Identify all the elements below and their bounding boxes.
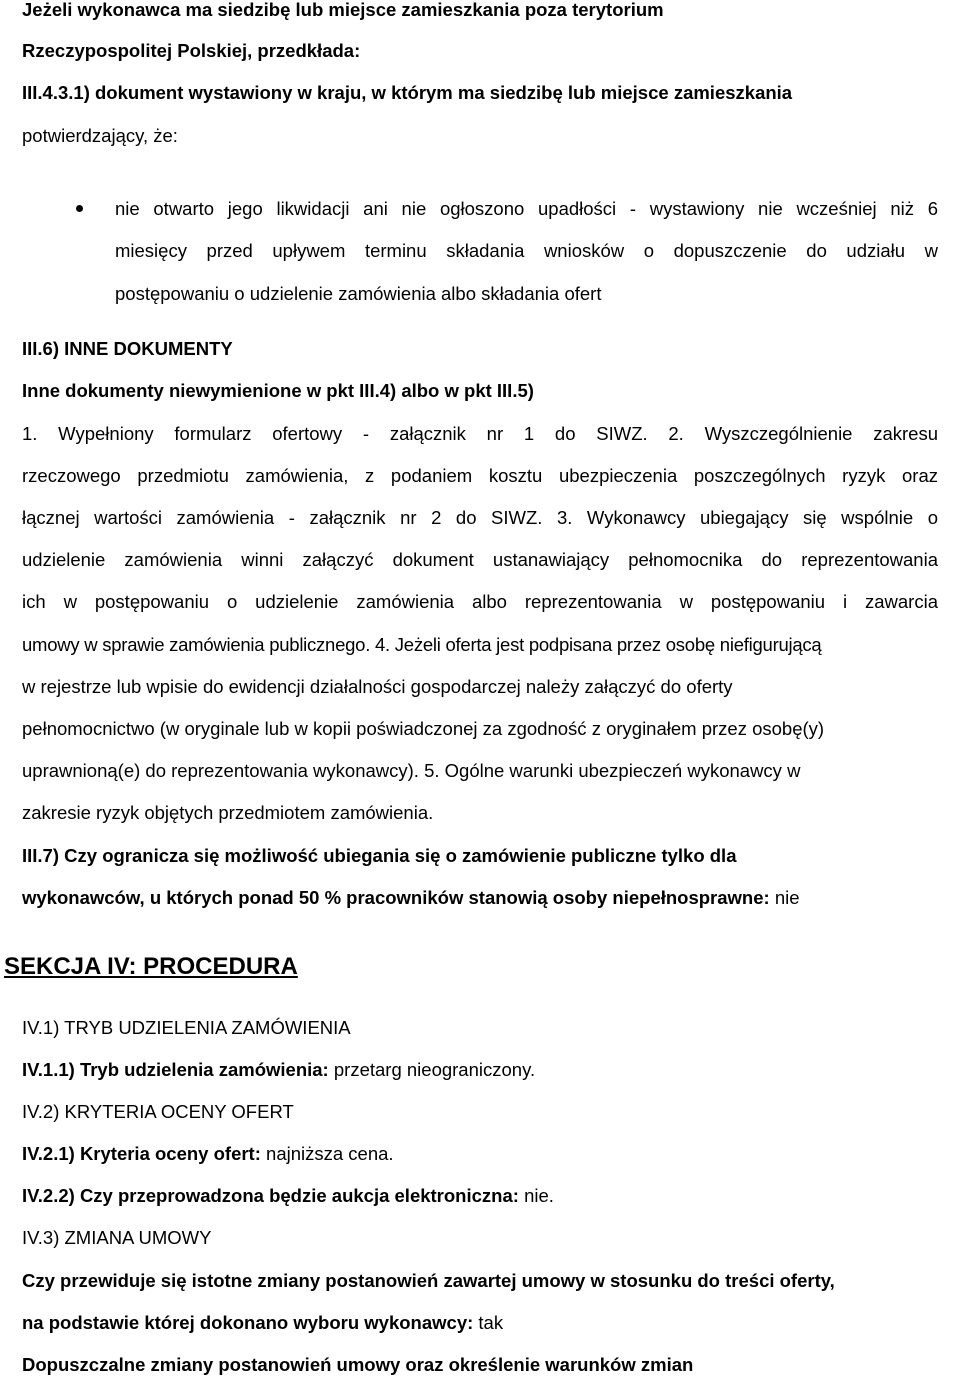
paragraph-line: w rejestrze lub wpisie do ewidencji działalności gospodarczej należy załączyć do oferty (22, 676, 733, 697)
field-line (22, 1311, 503, 1335)
paragraph-line: udzielenie zamówienia winni załączyć dokument ustanawiający pełnomocnika do reprezentowania (22, 549, 938, 570)
question-line: III.7) Czy ogranicza się możliwość ubiegania się o zamówienie publiczne tylko dla (22, 845, 737, 866)
paragraph-line: Dopuszczalne zmiany postanowień umowy oraz określenie warunków zmian (22, 1354, 694, 1375)
bullet-line: miesięcy przed upływem terminu składania wniosków o dopuszczenie do udziału w (115, 240, 938, 261)
paragraph-line: uprawnioną(e) do reprezentowania wykonawcy). 5. Ogólne warunki ubezpieczeń wykonawcy w (22, 760, 801, 781)
heading-evaluation-criteria: IV.2) KRYTERIA OCENY OFERT (22, 1101, 294, 1122)
question-text: wykonawców, u których ponad 50 % pracowników stanowią osoby niepełnosprawne: (22, 887, 770, 908)
bullet-icon (76, 205, 83, 212)
field-line (22, 1184, 554, 1208)
field-line (22, 1058, 535, 1082)
paragraph-line: III.4.3.1) dokument wystawiony w kraju, w którym ma siedzibę lub miejsce zamieszkania (22, 82, 793, 103)
field-value: tak (478, 1312, 504, 1333)
field-value: nie. (524, 1185, 554, 1206)
bullet-line: nie otwarto jego likwidacji ani nie ogłoszono upadłości - wystawiony nie wcześniej niż 6 (115, 198, 938, 219)
heading-procedure-mode: IV.1) TRYB UDZIELENIA ZAMÓWIENIA (22, 1017, 351, 1038)
field-label: IV.2.1) Kryteria oceny ofert: (22, 1143, 261, 1164)
paragraph-line: Czy przewiduje się istotne zmiany postanowień zawartej umowy w stosunku do treści oferty, (22, 1270, 835, 1291)
paragraph-line: Rzeczypospolitej Polskiej, przedkłada: (22, 40, 361, 61)
question-line (22, 886, 800, 910)
subheading-other-documents: Inne dokumenty niewymienione w pkt III.4) albo w pkt III.5) (22, 380, 534, 401)
paragraph-line: umowy w sprawie zamówienia publicznego. 4. Jeżeli oferta jest podpisana przez osobę niefigurującą (22, 634, 822, 655)
field-value: najniższa cena. (266, 1143, 394, 1164)
field-label: IV.2.2) Czy przeprowadzona będzie aukcja elektroniczna: (22, 1185, 519, 1206)
paragraph-line: potwierdzający, że: (22, 125, 178, 146)
paragraph-line: 1. Wypełniony formularz ofertowy - załącznik nr 1 do SIWZ. 2. Wyszczególnienie zakresu (22, 423, 938, 444)
field-value: przetarg nieograniczony. (333, 1059, 536, 1080)
section-title: SEKCJA IV: PROCEDURA (4, 953, 298, 980)
paragraph-line: łącznej wartości zamówienia - załącznik nr 2 do SIWZ. 3. Wykonawcy ubiegający się wspólnie o (22, 507, 938, 528)
question-answer: nie (774, 887, 800, 908)
paragraph-line: Jeżeli wykonawca ma siedzibę lub miejsce zamieszkania poza terytorium (22, 0, 664, 20)
heading-other-documents: III.6) INNE DOKUMENTY (22, 338, 233, 359)
paragraph-line: ich w postępowaniu o udzielenie zamówienia albo reprezentowania w postępowaniu i zawarcia (22, 591, 938, 612)
field-line (22, 1142, 394, 1166)
field-label: na podstawie której dokonano wyboru wykonawcy: (22, 1312, 474, 1333)
paragraph-line: rzeczowego przedmiotu zamówienia, z podaniem kosztu ubezpieczenia poszczególnych ryzyk oraz (22, 465, 938, 486)
paragraph-line: zakresie ryzyk objętych przedmiotem zamówienia. (22, 802, 434, 823)
heading-contract-change: IV.3) ZMIANA UMOWY (22, 1227, 212, 1248)
bullet-line: postępowaniu o udzielenie zamówienia albo składania ofert (115, 283, 602, 304)
field-label: IV.1.1) Tryb udzielenia zamówienia: (22, 1059, 329, 1080)
paragraph-line: pełnomocnictwo (w oryginale lub w kopii poświadczonej za zgodność z oryginałem przez osobę(y) (22, 718, 825, 739)
